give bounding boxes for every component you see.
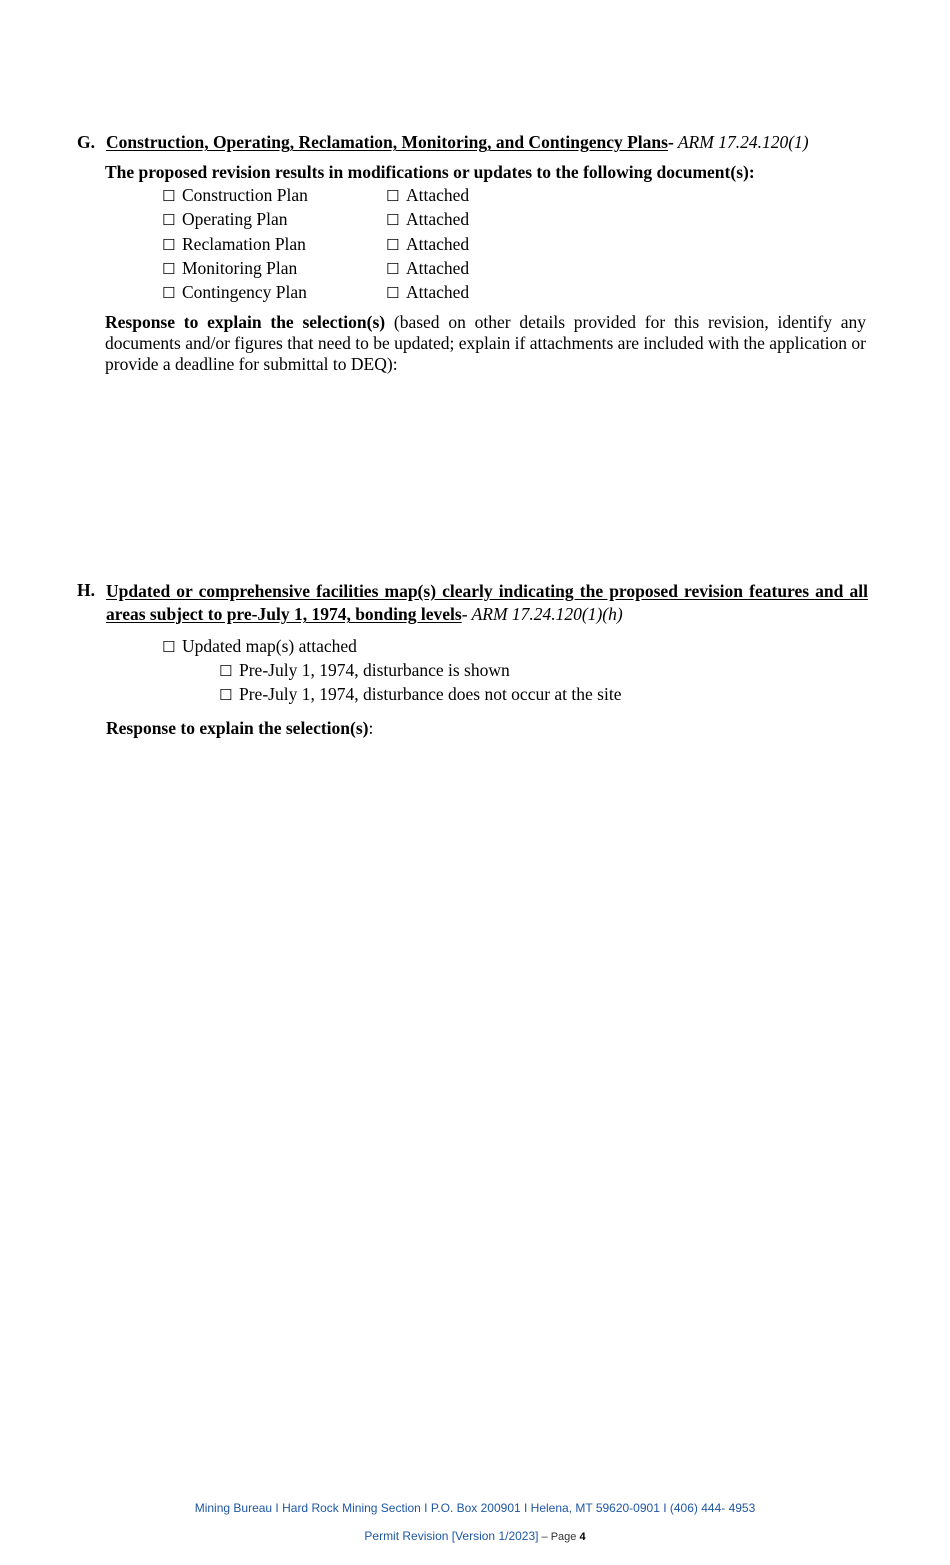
section-h-title: Updated or comprehensive facilities map(s) clearly indicating the proposed revision features and all areas subject to pre-July 1, 1974, bonding levels [106, 581, 868, 624]
footer-page-prefix: – Page [538, 1531, 580, 1543]
section-g-heading [77, 132, 95, 153]
attached-label: Attached [406, 234, 470, 254]
plan-label: Reclamation Plan [182, 234, 306, 254]
section-g-response-text: (based on other details provided for this revision, identify any documents and/or figures that need to be updated; explain if attachments are included with the application or provide a deadline for submittal to DEQ): [105, 312, 867, 374]
section-g-response-area[interactable] [105, 385, 866, 565]
footer-form-version: Permit Revision [Version 1/2023] [364, 1529, 539, 1543]
section-h-letter: H. [77, 580, 95, 600]
reclamation-plan-checkbox[interactable]: ☐ [162, 236, 176, 254]
attached-label: Attached [406, 258, 470, 278]
disturbance-none-checkbox[interactable]: ☐ [219, 686, 233, 704]
section-h-response-label: Response to explain the selection(s) [106, 718, 369, 738]
attached-row-monitoring [386, 258, 469, 279]
attached-row-contingency [386, 282, 469, 303]
plan-row-construction [162, 185, 308, 206]
contingency-attached-checkbox[interactable]: ☐ [386, 284, 400, 302]
map-attached-row [162, 636, 357, 657]
section-g-title: Construction, Operating, Reclamation, Monitoring, and Contingency Plans [106, 132, 668, 152]
disturbance-shown-checkbox[interactable]: ☐ [219, 662, 233, 680]
section-h-reference: ARM 17.24.120(1)(h) [467, 604, 623, 624]
section-g-reference: ARM 17.24.120(1) [673, 132, 809, 152]
section-h-response-area[interactable] [105, 745, 866, 1445]
section-g-letter: G. [77, 132, 95, 152]
plan-label: Monitoring Plan [182, 258, 298, 278]
disturbance-shown-row [219, 660, 510, 681]
construction-attached-checkbox[interactable]: ☐ [386, 187, 400, 205]
disturbance-none-label: Pre-July 1, 1974, disturbance does not occur at the site [239, 684, 622, 704]
section-g-title-line [106, 132, 809, 153]
attached-label: Attached [406, 209, 470, 229]
monitoring-attached-checkbox[interactable]: ☐ [386, 260, 400, 278]
map-attached-checkbox[interactable]: ☐ [162, 638, 176, 656]
plan-row-reclamation [162, 234, 306, 255]
plan-label: Construction Plan [182, 185, 308, 205]
plan-row-contingency [162, 282, 307, 303]
footer-address: Mining Bureau I Hard Rock Mining Section I P.O. Box 200901 I Helena, MT 59620-0901 I (406) 444- 4953 [194, 1501, 756, 1515]
section-g-dash: - [667, 132, 674, 152]
attached-row-construction [386, 185, 469, 206]
section-h-heading [77, 580, 95, 601]
operating-attached-checkbox[interactable]: ☐ [386, 211, 400, 229]
section-h-response-colon: : [368, 718, 374, 738]
disturbance-shown-label: Pre-July 1, 1974, disturbance is shown [239, 660, 510, 680]
section-h-dash: - [461, 604, 468, 624]
monitoring-plan-checkbox[interactable]: ☐ [162, 260, 176, 278]
reclamation-attached-checkbox[interactable]: ☐ [386, 236, 400, 254]
attached-label: Attached [406, 282, 470, 302]
attached-row-reclamation [386, 234, 469, 255]
map-attached-label: Updated map(s) attached [182, 636, 357, 656]
operating-plan-checkbox[interactable]: ☐ [162, 211, 176, 229]
plan-row-operating [162, 209, 287, 230]
section-g-intro: The proposed revision results in modifications or updates to the following document(s): [105, 162, 755, 182]
section-h-title-block [106, 580, 868, 626]
plan-label: Contingency Plan [182, 282, 307, 302]
contingency-plan-checkbox[interactable]: ☐ [162, 284, 176, 302]
footer-page-number: 4 [579, 1531, 586, 1543]
disturbance-none-row [219, 684, 621, 705]
section-h-response-instructions [106, 718, 373, 739]
section-g-response-label: Response to explain the selection(s) [105, 312, 386, 332]
plan-label: Operating Plan [182, 209, 288, 229]
construction-plan-checkbox[interactable]: ☐ [162, 187, 176, 205]
section-g-response-instructions [105, 312, 866, 375]
attached-label: Attached [406, 185, 470, 205]
plan-row-monitoring [162, 258, 297, 279]
footer-page-line [0, 1529, 950, 1543]
attached-row-operating [386, 209, 469, 230]
